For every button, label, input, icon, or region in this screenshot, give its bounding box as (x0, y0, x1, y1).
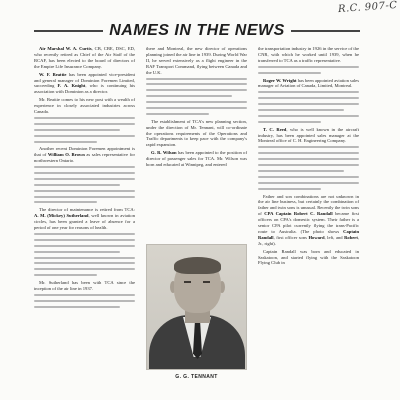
illegible-text-block (34, 294, 135, 308)
person-name: Roger W. Wright (263, 77, 297, 83)
paragraph-text: , who is well known in the aircraft industry, has been appointed sales manager at the Montreal office of C. H. Engineering Company. (258, 126, 359, 144)
person-name: Air Marshal W. A. Curtis (39, 46, 92, 51)
paragraph-text: there and Montreal, the new director of operations planning joined the air line in 1939. During World War II, he served extensively as a flight engineer in the RAF Transport Command, flying between Canada and the U.K. (146, 46, 247, 75)
paragraph-text: The director of maintenance is retired from TCA: (39, 207, 135, 213)
paragraph-text: The establishment of TCA's new planning section, under the direction of Mr. Tennant, will co-ordinate the operations requirements of the Operations and Traffic departments to keep pace with the company's rapid expansion. (146, 118, 247, 148)
paragraph-text: , well known in aviation circles, has been granted a leave of absence for a period of one year for reasons of health. (34, 213, 136, 231)
paragraph-sutherland (34, 207, 135, 231)
paragraph-text: , Jr., right). (258, 234, 360, 246)
paragraph-text: has been appointed vice-president and general manager of Dominion Foremen Limited, succeeding (34, 71, 135, 89)
paragraph-text: became first officers on CPA's domestic system. Their father is a senior CPA pilot currently flying the trans-Pacific route to Australia. (The photo shows (258, 211, 359, 234)
header-rule-right (291, 30, 360, 32)
illegible-text-block (258, 66, 359, 74)
illegible-text-block (34, 166, 135, 203)
paragraph-brown (34, 146, 135, 164)
paragraph-text: has been appointed to the position of director of passenger sales for TCA. Mr. Wilson was born and educated at Winnipeg, and entered (146, 150, 247, 168)
header-rule-left (34, 30, 103, 32)
paragraph-text: , first officer sons (273, 234, 309, 240)
paragraph-text: Mr. Sutherland has been with TCA since the inception of the air line in 1937. (34, 280, 135, 292)
person-name: G. R. Wilson (151, 150, 177, 156)
person-name: William O. Brown (47, 152, 85, 158)
paragraph-beattie-2 (34, 97, 135, 115)
person-name: T. C. Reed (263, 126, 287, 132)
column-right (258, 46, 359, 268)
paragraph-text: Father and son combinations are not unknown in the air line business, but certainly the combination of father and twin sons is unusual. Recently the twin sons of (258, 193, 359, 217)
paragraph-text: Mr. Beattie comes to his new post with a wealth of experience in closely associated industries across Canada. (34, 97, 135, 115)
paragraph-text: , CB, CBE, DSC, ED, who recently retired as Chief of the Air Staff of the RCAF, has been elected to the board of directors of the Empire Life Insurance Company. (34, 46, 135, 69)
paragraph-text: the transportation industry in 1926 in the service of the CNR, with which he worked until 1939, when he transferred to TCA as a traffic representative. (258, 46, 359, 63)
paragraph-tennant (146, 46, 247, 76)
person-name: W. F. Beattie (39, 71, 67, 77)
paragraph-curtis (34, 46, 135, 70)
paragraph-wilson (146, 150, 247, 168)
paragraph-wright (258, 78, 359, 90)
paragraph-planning (146, 119, 247, 149)
page-header (34, 20, 360, 42)
illegible-text-block (258, 146, 359, 189)
paragraph-text: , who is continuing his association with Dominion as a director. (34, 83, 135, 95)
paragraph-text: Another recent Dominion Foremen appointment is that of (34, 146, 135, 158)
illegible-text-block (34, 233, 135, 276)
paragraph-text: has been appointed aviation sales manager of Aviation of Canada, Limited, Montreal. (258, 77, 359, 89)
illegible-text-block (34, 117, 135, 143)
person-name: CPA Captain Robert C. Randall (264, 211, 333, 217)
person-name: Robert (344, 234, 358, 240)
paragraph-randall-2 (258, 249, 359, 267)
photo-caption: G. G. TENNANT (175, 374, 218, 380)
column-middle (146, 46, 247, 170)
person-name: Captain Randall (258, 228, 359, 240)
person-name: A. M. (Mickey) Sutherland (34, 213, 89, 219)
paragraph-beattie (34, 72, 135, 96)
paragraph-reed (258, 127, 359, 145)
paragraph-text: Captain Randall was born and educated in Saskatoon, and started flying with the Saskatoon Flying Club in (258, 248, 359, 266)
paragraph-text: , left, and (324, 234, 345, 240)
person-name: F. A. Knight (57, 83, 86, 89)
paragraph-text: as sales representative for northwestern Ontario. (34, 152, 135, 164)
illegible-text-block (258, 91, 359, 122)
illegible-text-block (146, 78, 247, 115)
paragraph-randall (258, 194, 359, 247)
person-name: Howard (308, 234, 325, 240)
paragraph-wilson-cont (258, 46, 359, 64)
paragraph-sutherland-2 (34, 280, 135, 292)
handwritten-note: R.C. 907-C (337, 0, 398, 16)
page-title: NAMES IN THE NEWS (109, 22, 285, 39)
column-left (34, 46, 135, 312)
portrait-photo (146, 244, 247, 370)
